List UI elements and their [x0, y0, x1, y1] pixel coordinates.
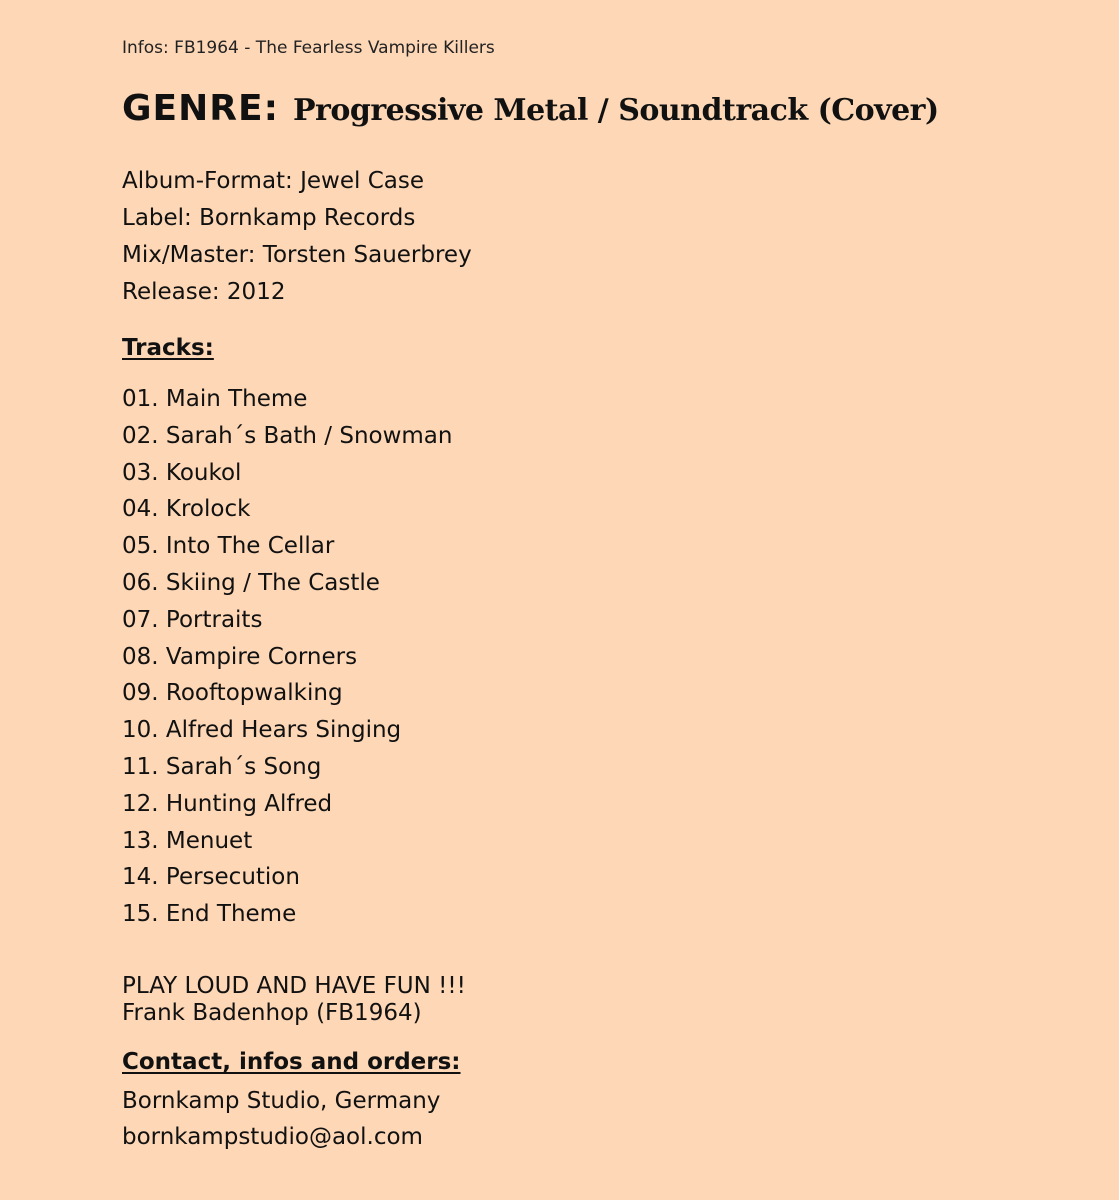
- track-item: 04. Krolock: [122, 496, 251, 523]
- track-item: 10. Alfred Hears Singing: [122, 717, 402, 744]
- genre-label: GENRE:: [122, 88, 279, 129]
- track-item: 15. End Theme: [122, 901, 297, 928]
- track-item: 14. Persecution: [122, 864, 300, 891]
- signature: Frank Badenhop (FB1964): [122, 999, 422, 1026]
- header-info-line: Infos: FB1964 - The Fearless Vampire Killers: [122, 38, 495, 58]
- contact-heading: Contact, infos and orders:: [122, 1048, 461, 1075]
- track-item: 07. Portraits: [122, 606, 263, 633]
- track-item: 12. Hunting Alfred: [122, 790, 333, 817]
- tracks-heading: Tracks:: [122, 335, 214, 361]
- track-item: 13. Menuet: [122, 827, 253, 854]
- track-item: 03. Koukol: [122, 459, 242, 486]
- album-meta: [122, 163, 1102, 311]
- genre-value: Progressive Metal / Soundtrack (Cover): [292, 93, 939, 128]
- track-item: 01. Main Theme: [122, 386, 308, 412]
- studio-name: Bornkamp Studio, Germany: [122, 1087, 441, 1114]
- album-format: Album-Format: Jewel Case: [122, 168, 424, 194]
- track-item: 09. Rooftopwalking: [122, 680, 343, 707]
- closing-block: [122, 973, 1102, 1027]
- release-line: Release: 2012: [122, 279, 286, 305]
- track-list: [122, 381, 1102, 933]
- mix-master-line: Mix/Master: Torsten Sauerbrey: [122, 242, 472, 268]
- genre-line: [122, 88, 1102, 129]
- track-item: 11. Sarah´s Song: [122, 753, 322, 780]
- track-item: 02. Sarah´s Bath / Snowman: [122, 422, 453, 449]
- track-item: 05. Into The Cellar: [122, 533, 335, 560]
- track-item: 08. Vampire Corners: [122, 643, 358, 670]
- contact-block: [122, 1083, 1102, 1156]
- closing-slogan: PLAY LOUD AND HAVE FUN !!!: [122, 972, 466, 999]
- contact-email: bornkampstudio@aol.com: [122, 1124, 423, 1151]
- label-line: Label: Bornkamp Records: [122, 205, 416, 231]
- track-item: 06. Skiing / The Castle: [122, 569, 380, 596]
- info-sheet: [122, 36, 1102, 1156]
